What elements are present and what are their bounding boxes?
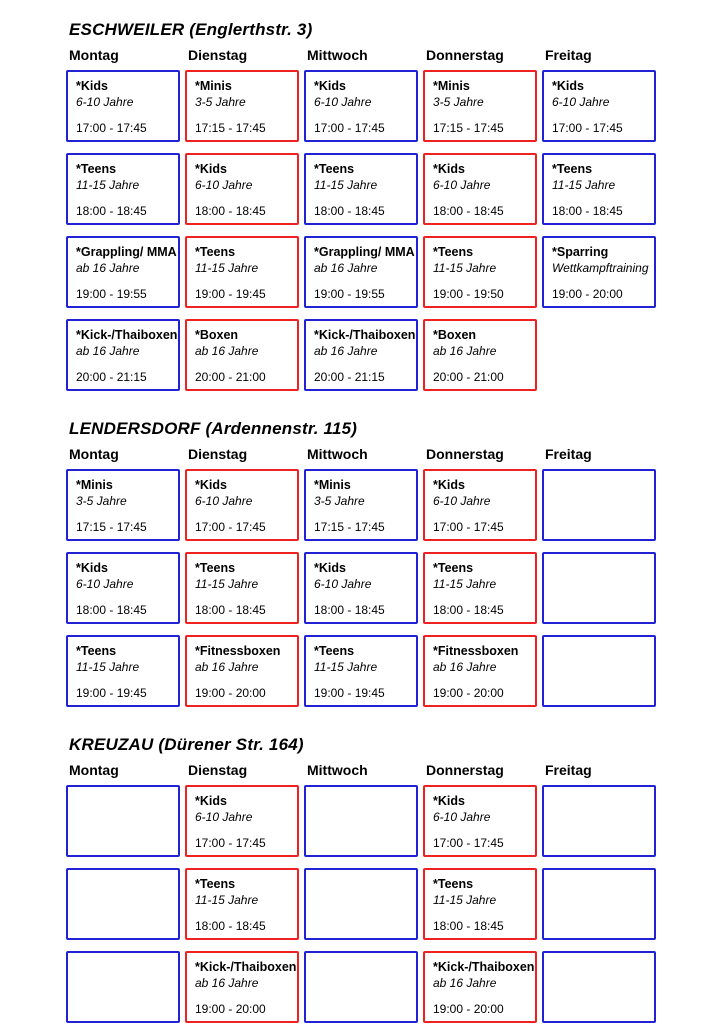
class-cell bbox=[304, 236, 418, 308]
class-age-range: 11-15 Jahre bbox=[195, 261, 259, 275]
class-cell bbox=[66, 469, 180, 541]
class-age-range: 11-15 Jahre bbox=[76, 660, 140, 674]
class-name: *Teens bbox=[552, 162, 593, 176]
class-cell bbox=[423, 236, 537, 308]
class-cell bbox=[304, 469, 418, 541]
class-name: *Kick-/Thaiboxen bbox=[433, 960, 535, 974]
class-name: *Grappling/ MMA bbox=[76, 245, 177, 259]
day-header-freitag: Freitag bbox=[545, 446, 592, 462]
class-cell bbox=[423, 70, 537, 142]
class-time: 17:00 - 17:45 bbox=[433, 520, 504, 534]
class-name: *Kids bbox=[314, 561, 346, 575]
class-time: 17:00 - 17:45 bbox=[433, 836, 504, 850]
class-time: 18:00 - 18:45 bbox=[76, 603, 147, 617]
class-time: 19:00 - 19:50 bbox=[433, 287, 504, 301]
class-time: 18:00 - 18:45 bbox=[195, 204, 266, 218]
class-cell bbox=[66, 635, 180, 707]
class-age-range: ab 16 Jahre bbox=[314, 344, 378, 358]
class-time: 18:00 - 18:45 bbox=[433, 204, 504, 218]
class-time: 20:00 - 21:00 bbox=[433, 370, 504, 384]
class-cell bbox=[185, 635, 299, 707]
class-time: 19:00 - 19:45 bbox=[76, 686, 147, 700]
day-header-dienstag: Dienstag bbox=[188, 446, 248, 462]
class-cell bbox=[423, 785, 537, 857]
location-title: LENDERSDORF (Ardennenstr. 115) bbox=[69, 419, 358, 438]
day-header-montag: Montag bbox=[69, 762, 119, 778]
empty-slot-cell bbox=[542, 785, 656, 857]
empty-slot-cell bbox=[542, 951, 656, 1023]
class-time: 18:00 - 18:45 bbox=[552, 204, 623, 218]
location-title: ESCHWEILER (Englerthstr. 3) bbox=[69, 20, 313, 39]
class-time: 19:00 - 20:00 bbox=[433, 1002, 504, 1016]
class-time: 18:00 - 18:45 bbox=[433, 603, 504, 617]
class-name: *Teens bbox=[76, 162, 117, 176]
day-header-dienstag: Dienstag bbox=[188, 762, 248, 778]
class-time: 17:15 - 17:45 bbox=[314, 520, 385, 534]
class-name: *Boxen bbox=[433, 328, 477, 342]
section-eschweiler bbox=[66, 20, 658, 391]
section-lendersdorf bbox=[66, 419, 658, 707]
class-name: *Boxen bbox=[195, 328, 239, 342]
class-name: *Minis bbox=[195, 79, 232, 93]
class-age-range: ab 16 Jahre bbox=[76, 261, 140, 275]
class-age-range: 6-10 Jahre bbox=[195, 810, 253, 824]
class-age-range: 11-15 Jahre bbox=[552, 178, 616, 192]
class-name: *Teens bbox=[76, 644, 117, 658]
class-time: 18:00 - 18:45 bbox=[314, 603, 385, 617]
class-age-range: Wettkampftraining bbox=[552, 261, 649, 275]
class-time: 19:00 - 19:45 bbox=[314, 686, 385, 700]
empty-slot-cell bbox=[542, 868, 656, 940]
class-cell bbox=[185, 785, 299, 857]
empty-slot-cell bbox=[66, 785, 180, 857]
day-header-donnerstag: Donnerstag bbox=[426, 446, 504, 462]
day-header-donnerstag: Donnerstag bbox=[426, 47, 504, 63]
empty-slot-cell bbox=[542, 552, 656, 624]
class-age-range: ab 16 Jahre bbox=[433, 344, 497, 358]
class-age-range: 3-5 Jahre bbox=[195, 95, 246, 109]
schedule-grid-eschweiler bbox=[66, 47, 658, 391]
class-time: 17:00 - 17:45 bbox=[76, 121, 147, 135]
class-time: 20:00 - 21:00 bbox=[195, 370, 266, 384]
class-name: *Kick-/Thaiboxen bbox=[76, 328, 178, 342]
class-age-range: 6-10 Jahre bbox=[433, 810, 491, 824]
class-name: *Teens bbox=[433, 877, 474, 891]
class-cell bbox=[185, 153, 299, 225]
class-age-range: 6-10 Jahre bbox=[314, 95, 372, 109]
class-age-range: 6-10 Jahre bbox=[552, 95, 610, 109]
class-cell bbox=[66, 552, 180, 624]
day-header-freitag: Freitag bbox=[545, 762, 592, 778]
class-cell bbox=[423, 951, 537, 1023]
class-name: *Teens bbox=[195, 561, 236, 575]
class-cell bbox=[66, 236, 180, 308]
class-age-range: ab 16 Jahre bbox=[433, 976, 497, 990]
class-cell bbox=[185, 319, 299, 391]
empty-slot-cell bbox=[542, 469, 656, 541]
class-age-range: 11-15 Jahre bbox=[195, 893, 259, 907]
class-name: *Kids bbox=[195, 478, 227, 492]
class-time: 17:15 - 17:45 bbox=[433, 121, 504, 135]
class-time: 20:00 - 21:15 bbox=[314, 370, 385, 384]
class-time: 19:00 - 20:00 bbox=[195, 1002, 266, 1016]
class-age-range: 6-10 Jahre bbox=[76, 95, 134, 109]
class-age-range: 11-15 Jahre bbox=[314, 178, 378, 192]
schedule-grid-lendersdorf bbox=[66, 446, 658, 707]
class-name: *Teens bbox=[433, 245, 474, 259]
blank-cell bbox=[542, 319, 656, 391]
class-time: 20:00 - 21:15 bbox=[76, 370, 147, 384]
class-name: *Fitnessboxen bbox=[195, 644, 281, 658]
empty-slot-cell bbox=[304, 785, 418, 857]
class-name: *Kids bbox=[76, 79, 108, 93]
class-name: *Kick-/Thaiboxen bbox=[195, 960, 297, 974]
class-cell bbox=[542, 70, 656, 142]
empty-slot-cell bbox=[304, 868, 418, 940]
class-cell bbox=[423, 469, 537, 541]
class-time: 19:00 - 20:00 bbox=[552, 287, 623, 301]
class-time: 18:00 - 18:45 bbox=[195, 603, 266, 617]
class-name: *Kids bbox=[195, 794, 227, 808]
class-name: *Kick-/Thaiboxen bbox=[314, 328, 416, 342]
class-cell bbox=[542, 153, 656, 225]
class-age-range: ab 16 Jahre bbox=[195, 660, 259, 674]
class-name: *Minis bbox=[314, 478, 351, 492]
class-age-range: 6-10 Jahre bbox=[433, 494, 491, 508]
class-time: 17:00 - 17:45 bbox=[314, 121, 385, 135]
class-cell bbox=[423, 868, 537, 940]
day-header-dienstag: Dienstag bbox=[188, 47, 248, 63]
class-cell bbox=[66, 153, 180, 225]
class-cell bbox=[185, 236, 299, 308]
class-time: 19:00 - 19:55 bbox=[76, 287, 147, 301]
class-cell bbox=[66, 319, 180, 391]
class-time: 19:00 - 19:45 bbox=[195, 287, 266, 301]
class-name: *Minis bbox=[433, 79, 470, 93]
class-cell bbox=[423, 153, 537, 225]
day-header-montag: Montag bbox=[69, 47, 119, 63]
class-age-range: 11-15 Jahre bbox=[195, 577, 259, 591]
class-age-range: 11-15 Jahre bbox=[314, 660, 378, 674]
class-age-range: 11-15 Jahre bbox=[433, 577, 497, 591]
class-name: *Teens bbox=[314, 644, 355, 658]
class-cell bbox=[304, 319, 418, 391]
class-age-range: 6-10 Jahre bbox=[195, 494, 253, 508]
class-time: 19:00 - 20:00 bbox=[433, 686, 504, 700]
class-time: 18:00 - 18:45 bbox=[195, 919, 266, 933]
class-cell bbox=[423, 635, 537, 707]
class-time: 17:15 - 17:45 bbox=[76, 520, 147, 534]
class-age-range: 11-15 Jahre bbox=[76, 178, 140, 192]
class-name: *Teens bbox=[433, 561, 474, 575]
class-age-range: 11-15 Jahre bbox=[433, 261, 497, 275]
class-cell bbox=[185, 868, 299, 940]
day-header-mittwoch: Mittwoch bbox=[307, 47, 368, 63]
class-name: *Minis bbox=[76, 478, 113, 492]
class-age-range: 3-5 Jahre bbox=[314, 494, 365, 508]
class-age-range: 3-5 Jahre bbox=[433, 95, 484, 109]
class-age-range: 6-10 Jahre bbox=[433, 178, 491, 192]
class-name: *Kids bbox=[76, 561, 108, 575]
class-time: 17:00 - 17:45 bbox=[195, 520, 266, 534]
class-age-range: ab 16 Jahre bbox=[76, 344, 140, 358]
class-time: 19:00 - 20:00 bbox=[195, 686, 266, 700]
day-header-donnerstag: Donnerstag bbox=[426, 762, 504, 778]
empty-slot-cell bbox=[304, 951, 418, 1023]
section-kreuzau bbox=[66, 735, 658, 1023]
class-cell bbox=[304, 635, 418, 707]
class-time: 17:00 - 17:45 bbox=[552, 121, 623, 135]
class-time: 18:00 - 18:45 bbox=[433, 919, 504, 933]
class-name: *Kids bbox=[433, 794, 465, 808]
class-name: *Grappling/ MMA bbox=[314, 245, 415, 259]
class-age-range: ab 16 Jahre bbox=[314, 261, 378, 275]
class-cell bbox=[423, 552, 537, 624]
day-header-freitag: Freitag bbox=[545, 47, 592, 63]
class-cell bbox=[66, 70, 180, 142]
class-cell bbox=[423, 319, 537, 391]
class-name: *Kids bbox=[314, 79, 346, 93]
empty-slot-cell bbox=[542, 635, 656, 707]
class-name: *Kids bbox=[195, 162, 227, 176]
class-name: *Kids bbox=[433, 478, 465, 492]
class-name: *Teens bbox=[195, 245, 236, 259]
schedule-grid-kreuzau bbox=[66, 762, 658, 1023]
class-age-range: 6-10 Jahre bbox=[76, 577, 134, 591]
class-cell bbox=[304, 70, 418, 142]
class-age-range: ab 16 Jahre bbox=[195, 344, 259, 358]
day-header-mittwoch: Mittwoch bbox=[307, 762, 368, 778]
class-cell bbox=[185, 552, 299, 624]
class-age-range: 6-10 Jahre bbox=[314, 577, 372, 591]
class-time: 17:15 - 17:45 bbox=[195, 121, 266, 135]
class-age-range: 3-5 Jahre bbox=[76, 494, 127, 508]
class-name: *Sparring bbox=[552, 245, 609, 259]
class-age-range: 6-10 Jahre bbox=[195, 178, 253, 192]
class-time: 19:00 - 19:55 bbox=[314, 287, 385, 301]
class-age-range: ab 16 Jahre bbox=[433, 660, 497, 674]
class-age-range: 11-15 Jahre bbox=[433, 893, 497, 907]
class-time: 17:00 - 17:45 bbox=[195, 836, 266, 850]
class-cell bbox=[304, 552, 418, 624]
class-name: *Fitnessboxen bbox=[433, 644, 519, 658]
class-cell bbox=[185, 951, 299, 1023]
empty-slot-cell bbox=[66, 951, 180, 1023]
class-name: *Teens bbox=[314, 162, 355, 176]
class-name: *Teens bbox=[195, 877, 236, 891]
empty-slot-cell bbox=[66, 868, 180, 940]
class-time: 18:00 - 18:45 bbox=[314, 204, 385, 218]
day-header-montag: Montag bbox=[69, 446, 119, 462]
class-cell bbox=[304, 153, 418, 225]
class-time: 18:00 - 18:45 bbox=[76, 204, 147, 218]
class-name: *Kids bbox=[552, 79, 584, 93]
day-header-mittwoch: Mittwoch bbox=[307, 446, 368, 462]
class-cell bbox=[185, 70, 299, 142]
class-cell bbox=[542, 236, 656, 308]
class-cell bbox=[185, 469, 299, 541]
location-title: KREUZAU (Dürener Str. 164) bbox=[69, 735, 304, 754]
class-age-range: ab 16 Jahre bbox=[195, 976, 259, 990]
class-name: *Kids bbox=[433, 162, 465, 176]
